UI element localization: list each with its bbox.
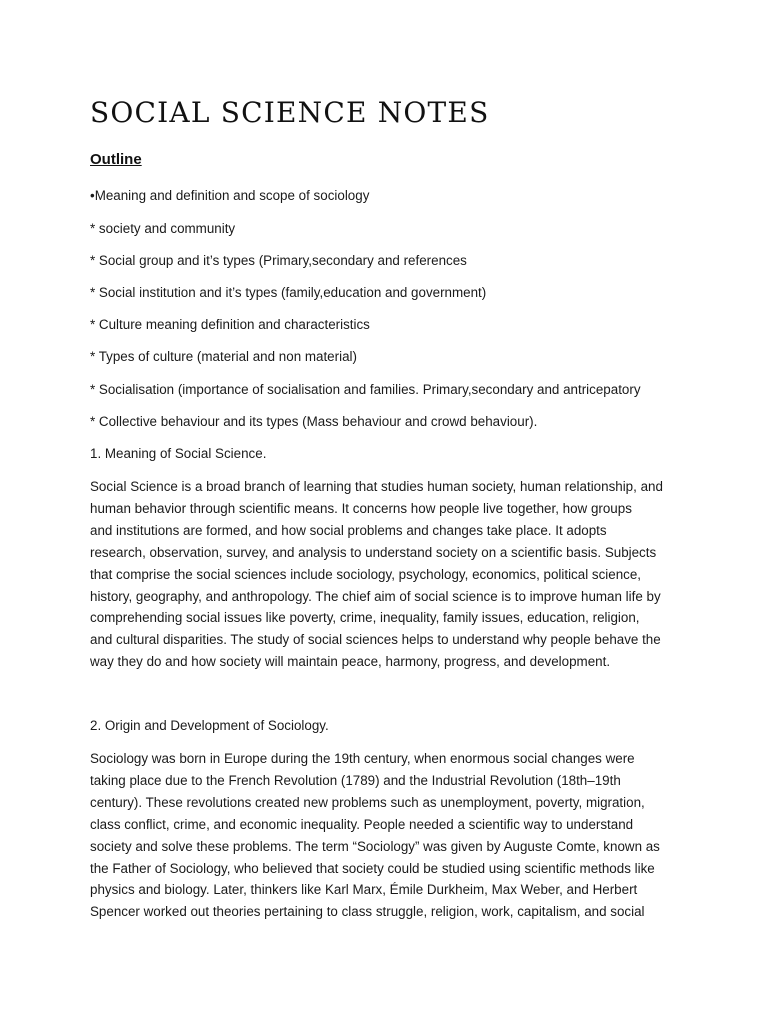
paragraph-line: way they do and how society will maintain peace, harmony, progress, and development. — [90, 654, 611, 670]
paragraph-line: century). These revolutions created new problems such as unemployment, poverty, migration, — [90, 794, 645, 810]
paragraph-line: that comprise the social sciences include sociology, psychology, economics, political science, — [90, 566, 642, 582]
outline-item: * Social institution and it’s types (family,education and government) — [90, 285, 487, 300]
section-heading: 1. Meaning of Social Science. — [90, 446, 267, 461]
section-paragraph — [90, 476, 690, 673]
section-paragraph — [90, 748, 690, 923]
outline-item: •Meaning and definition and scope of sociology — [90, 188, 370, 203]
paragraph-line: comprehending social issues like poverty, crime, inequality, family issues, education, religion, — [90, 610, 640, 626]
outline-item: * Culture meaning definition and characteristics — [90, 317, 370, 332]
section-heading: 2. Origin and Development of Sociology. — [90, 718, 329, 733]
paragraph-line: Social Science is a broad branch of learning that studies human society, human relationship, and — [90, 479, 663, 494]
document-title: SOCIAL SCIENCE NOTES — [90, 96, 490, 129]
outline-item: * Collective behaviour and its types (Mass behaviour and crowd behaviour). — [90, 414, 538, 429]
paragraph-line: Spencer worked out theories pertaining to class struggle, religion, work, capitalism, and social — [90, 904, 645, 920]
paragraph-line: research, observation, survey, and analysis to understand society on a scientific basis. Subjects — [90, 544, 657, 560]
paragraph-line: Sociology was born in Europe during the 19th century, when enormous social changes were — [90, 751, 635, 766]
outline-heading: Outline — [90, 151, 142, 168]
paragraph-line: human behavior through scientific means. It concerns how people live together, how groups — [90, 500, 632, 516]
paragraph-line: physics and biology. Later, thinkers like Karl Marx, Émile Durkheim, Max Weber, and Herbert — [90, 882, 638, 898]
paragraph-line: society and solve these problems. The term “Sociology” was given by Auguste Comte, known as — [90, 838, 660, 854]
paragraph-line: history, geography, and anthropology. The chief aim of social science is to improve human life by — [90, 588, 661, 604]
paragraph-line: class conflict, crime, and economic inequality. People needed a scientific way to understand — [90, 816, 634, 832]
paragraph-line: the Father of Sociology, who believed that society could be studied using scientific methods like — [90, 860, 655, 876]
outline-item: * Types of culture (material and non material) — [90, 349, 357, 364]
outline-item: * Social group and it’s types (Primary,secondary and references — [90, 253, 467, 268]
paragraph-line: and institutions are formed, and how social problems and changes take place. It adopts — [90, 522, 607, 538]
outline-item: * Socialisation (importance of socialisation and families. Primary,secondary and antricepatory — [90, 382, 641, 397]
paragraph-line: and cultural disparities. The study of social sciences helps to understand why people behave the — [90, 632, 661, 648]
paragraph-line: taking place due to the French Revolution (1789) and the Industrial Revolution (18th–19th — [90, 772, 621, 788]
outline-item: * society and community — [90, 221, 236, 236]
